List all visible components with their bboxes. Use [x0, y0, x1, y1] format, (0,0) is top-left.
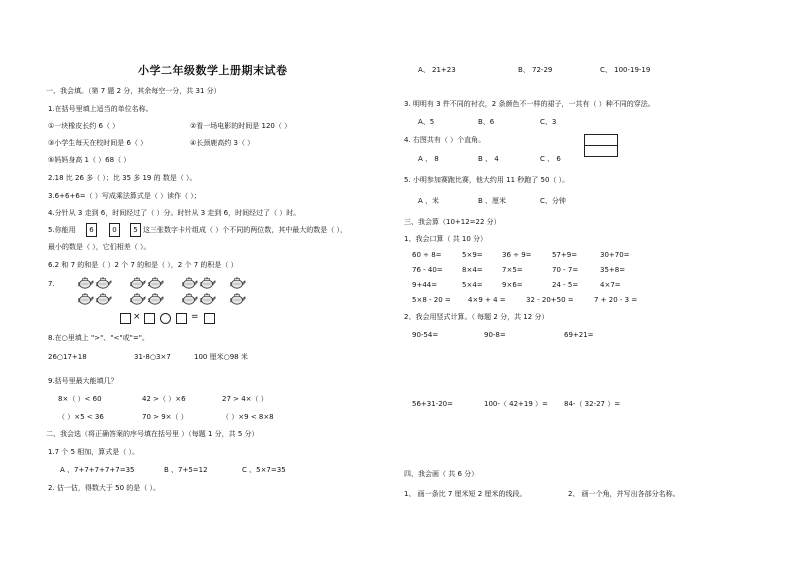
teapot-icon [148, 276, 164, 290]
oral-item: 5×4= [462, 281, 483, 289]
choice-3-option-a: A、5 [418, 118, 435, 126]
question-1b: ②看一场电影的时间是 120（ ） [190, 122, 292, 130]
oral-item: 5×9= [462, 251, 483, 259]
oral-item: 9+44= [412, 281, 438, 289]
oral-item: 60 ÷ 8= [412, 251, 442, 259]
choice-5-option-c: C、分钟 [540, 197, 566, 205]
teapot-icon [130, 292, 146, 306]
question-9e: 70 > 9×（ ） [142, 413, 188, 421]
question-9f: （ ）×9 < 8×8 [222, 413, 274, 421]
vertical-item: 56+31-20= [412, 400, 453, 408]
answer-box[interactable] [120, 313, 131, 324]
teapot-icon [78, 292, 94, 306]
section-3-header: 三、我会算（10+12=22 分） [404, 218, 501, 226]
teapot-icon [182, 276, 198, 290]
answer-box[interactable] [144, 313, 155, 324]
oral-item: 8×4= [462, 266, 483, 274]
teapot-icon [96, 276, 112, 290]
oral-item: 7×5= [502, 266, 523, 274]
oral-calc-title: 1、我会口算（ 共 10 分） [404, 235, 488, 243]
choice-5-option-a: A 、米 [418, 197, 440, 205]
choice-1-option-b: B 、7+5=12 [164, 466, 208, 474]
choice-question-2: 2. 估一估，得数大于 50 的是（ ）。 [48, 484, 160, 492]
answer-circle[interactable] [160, 313, 171, 324]
teapot-icon [96, 292, 112, 306]
digit-card-5: 5 [130, 223, 141, 237]
oral-item: 32 - 20+50 = [526, 296, 574, 304]
drawing-question-1: 1、 画一条比 7 厘米短 2 厘米的线段。 [404, 490, 527, 498]
vertical-item: 100-（ 42+19 ）= [484, 400, 548, 408]
vertical-calc-title: 2、我会用竖式计算。（ 每题 2 分，共 12 分） [404, 313, 549, 321]
oral-item: 36 ÷ 9= [502, 251, 532, 259]
vertical-item: 84-（ 32-27 ）= [564, 400, 621, 408]
section-4-header: 四、我会画（ 共 6 分） [404, 470, 479, 478]
drawing-question-2: 2、 画一个角，并写出各部分名称。 [568, 490, 680, 498]
digit-card-6: 6 [86, 223, 97, 237]
teapot-icon [200, 276, 216, 290]
question-9a: 8×（ ）< 60 [58, 395, 102, 403]
question-8a: 26○17+18 [48, 353, 87, 361]
question-1d: ④长颈鹿高约 3（ ） [190, 139, 255, 147]
teapot-icon [78, 276, 94, 290]
oral-item: 7 + 20 - 3 = [594, 296, 638, 304]
teapot-icon [230, 276, 246, 290]
choice-question-1: 1.7 个 5 相加，算式是（ ）。 [48, 448, 139, 456]
teapot-icon [148, 292, 164, 306]
question-1c: ③小学生每天在校时间是 6（ ） [48, 139, 148, 147]
question-8b: 31-8○3×7 [134, 353, 171, 361]
choice-5-option-b: B 、厘米 [478, 197, 507, 205]
question-1-prompt: 1.在括号里填上适当的单位名称。 [48, 105, 153, 113]
section-1-header: 一、我会填。（第 7 题 2 分，其余每空一分，共 31 分） [46, 87, 221, 95]
choice-1-option-a: A 、7+7+7+7+7=35 [60, 466, 135, 474]
oral-item: 4×7= [600, 281, 621, 289]
question-8c: 100 厘米○98 米 [194, 353, 248, 361]
question-4: 4.分针从 3 走到 6，时间经过了（ ）分。时针从 3 走到 6，时间经过了（ ）时。 [48, 209, 301, 217]
times-symbol: × [133, 312, 141, 322]
vertical-item: 69+21= [564, 331, 594, 339]
page-title: 小学二年级数学上册期末试卷 [138, 64, 288, 77]
question-5-lead: 5.你能用 [48, 226, 76, 234]
figure-divider-line [585, 145, 617, 146]
choice-question-3: 3. 明明有 3 件不同的衬衣，2 条颜色不一样的裙子，一共有（ ）种不同的穿法。 [404, 100, 655, 108]
question-7-label: 7. [48, 280, 55, 288]
choice-1-option-c: C 、5×7=35 [242, 466, 286, 474]
section-2-header: 二、我会选（将正确答案的序号填在括号里 ）（每题 1 分，共 5 分） [46, 430, 259, 438]
question-9c: 27 > 4×（ ） [222, 395, 268, 403]
oral-item: 57+9= [552, 251, 578, 259]
choice-3-option-b: B、6 [478, 118, 495, 126]
teapot-icon [130, 276, 146, 290]
choice-4-option-b: B 、 4 [478, 155, 499, 163]
question-5-text: 这三张数字卡片组成（ ）个不同的两位数，其中最大的数是（ ）， [143, 226, 347, 234]
question-2: 2.18 比 26 多（ ）；比 35 多 19 的 数是（ ）。 [48, 174, 197, 182]
choice-question-4: 4. 右图共有（ ）个直角。 [404, 136, 486, 144]
vertical-item: 90-54= [412, 331, 439, 339]
choice-2-option-b: B、 72-29 [518, 66, 553, 74]
choice-3-option-c: C、3 [540, 118, 557, 126]
equals-symbol: = [191, 312, 199, 322]
question-9b: 42 >（ ）×6 [142, 395, 186, 403]
question-5-cont: 最小的数是（ ），它们相差（ ）。 [48, 243, 151, 251]
choice-4-option-c: C 、 6 [540, 155, 561, 163]
question-9d: （ ）×5 < 36 [58, 413, 104, 421]
question-9: 9.括号里最大能填几？ [48, 377, 118, 385]
question-1a: ①一块橡皮长约 6（ ） [48, 122, 120, 130]
choice-4-option-a: A 、 8 [418, 155, 439, 163]
oral-item: 76 - 40= [412, 266, 443, 274]
question-1e: ⑤妈妈身高 1（ ）68（ ） [48, 156, 131, 164]
vertical-item: 90-8= [484, 331, 506, 339]
digit-card-0: 0 [109, 223, 120, 237]
oral-item: 35+8= [600, 266, 626, 274]
answer-box[interactable] [204, 313, 215, 324]
choice-question-5: 5. 小明参加赛跑比赛，他大约用 11 秒跑了 50（ ）。 [404, 176, 570, 184]
oral-item: 4×9 + 4 = [468, 296, 506, 304]
choice-2-option-a: A、 21+23 [418, 66, 456, 74]
teapot-icon [200, 292, 216, 306]
teapot-icon [182, 292, 198, 306]
question-8: 8.在○里填上 ">"、"<"或"="。 [48, 334, 149, 342]
answer-box[interactable] [176, 313, 187, 324]
question-3: 3.6+6+6=（ ）写成乘法算式是（ ）读作（ ）； [48, 192, 201, 200]
question-6: 6.2 和 7 的和是（ ）2 个 7 的和是（ ），2 个 7 的积是（ ） [48, 261, 238, 269]
oral-item: 24 - 5= [552, 281, 579, 289]
oral-item: 9×6= [502, 281, 523, 289]
choice-2-option-c: C、 100-19-19 [600, 66, 651, 74]
oral-item: 5×8 - 20 = [412, 296, 451, 304]
oral-item: 70 - 7= [552, 266, 579, 274]
oral-item: 30+70= [600, 251, 630, 259]
teapot-icon [230, 292, 246, 306]
